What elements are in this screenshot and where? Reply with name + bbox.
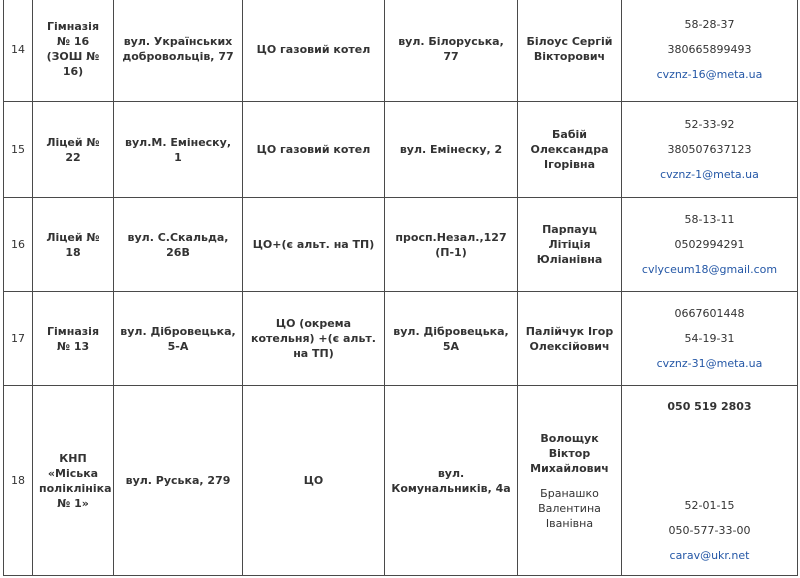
contacts-cell <box>622 292 798 386</box>
organization-address: вул.М. Емінеску, 1 <box>114 102 243 198</box>
organization-name: Ліцей № 22 <box>33 102 114 198</box>
row-number: 17 <box>4 292 33 386</box>
organization-address: вул. Українських добровольців, 77 <box>114 0 243 102</box>
email-link[interactable]: cvznz-1@meta.ua <box>660 168 759 181</box>
email-link[interactable]: cvlyceum18@gmail.com <box>641 263 778 276</box>
email-link[interactable]: carav@ukr.net <box>669 548 750 562</box>
contacts-cell <box>622 198 798 292</box>
row-number: 14 <box>4 0 33 102</box>
phone: 0502994291 <box>674 238 745 251</box>
phone: 380507637123 <box>667 143 752 156</box>
head-name-2: Бранашко Валентина Іванівна <box>538 486 601 530</box>
heat-point-address: просп.Незал.,127 (П-1) <box>385 198 518 292</box>
phone: 58-13-11 <box>684 213 735 226</box>
contacts-cell <box>622 102 798 198</box>
contacts-cell <box>622 0 798 102</box>
phone: 050 519 2803 <box>667 399 752 413</box>
organization-name: Гімназія № 16 (ЗОШ № 16) <box>33 0 114 102</box>
head-name: Волощук Віктор Михайлович <box>530 431 609 475</box>
organization-address: вул. Дібровецька, 5-А <box>114 292 243 386</box>
row-number: 15 <box>4 102 33 198</box>
phone: 380665899493 <box>667 42 752 56</box>
table-row <box>4 0 798 102</box>
heating-type: ЦО газовий котел <box>243 102 385 198</box>
heat-point-address: вул. Білоруська, 77 <box>385 0 518 102</box>
table-row <box>4 198 798 292</box>
head-name: Бабій Олександра Ігорівна <box>518 102 622 198</box>
contacts-cell <box>622 386 798 576</box>
table-row <box>4 292 798 386</box>
email-link[interactable]: cvznz-16@meta.ua <box>656 67 763 81</box>
phone: 0667601448 <box>674 307 745 320</box>
heating-type: ЦО+(є альт. на ТП) <box>243 198 385 292</box>
table-row <box>4 102 798 198</box>
heating-type: ЦО (окрема котельня) +(є альт. на ТП) <box>243 292 385 386</box>
contacts-table <box>3 0 798 576</box>
organization-name: Гімназія № 13 <box>33 292 114 386</box>
organization-address: вул. Руська, 279 <box>114 386 243 576</box>
heating-type: ЦО <box>243 386 385 576</box>
head-names-cell <box>518 386 622 576</box>
row-number: 16 <box>4 198 33 292</box>
heat-point-address: вул. Емінеску, 2 <box>385 102 518 198</box>
phone: 58-28-37 <box>684 17 735 31</box>
table-row <box>4 386 798 576</box>
heating-type: ЦО газовий котел <box>243 0 385 102</box>
phone: 52-01-15 <box>684 498 735 512</box>
organization-name: КНП «Міська поліклініка № 1» <box>33 386 114 576</box>
phone: 050-577-33-00 <box>668 523 751 537</box>
heat-point-address: вул. Комунальників, 4а <box>385 386 518 576</box>
email-link[interactable]: cvznz-31@meta.ua <box>656 357 763 370</box>
phone: 52-33-92 <box>684 118 735 131</box>
organization-address: вул. С.Скальда, 26В <box>114 198 243 292</box>
phone: 54-19-31 <box>684 332 735 345</box>
heat-point-address: вул. Дібровецька, 5А <box>385 292 518 386</box>
head-name: Палійчук Ігор Олексійович <box>518 292 622 386</box>
row-number: 18 <box>4 386 33 576</box>
head-name: Парпауц Літіція Юліанівна <box>518 198 622 292</box>
head-name: Білоус Сергій Вікторович <box>518 0 622 102</box>
organization-name: Ліцей № 18 <box>33 198 114 292</box>
